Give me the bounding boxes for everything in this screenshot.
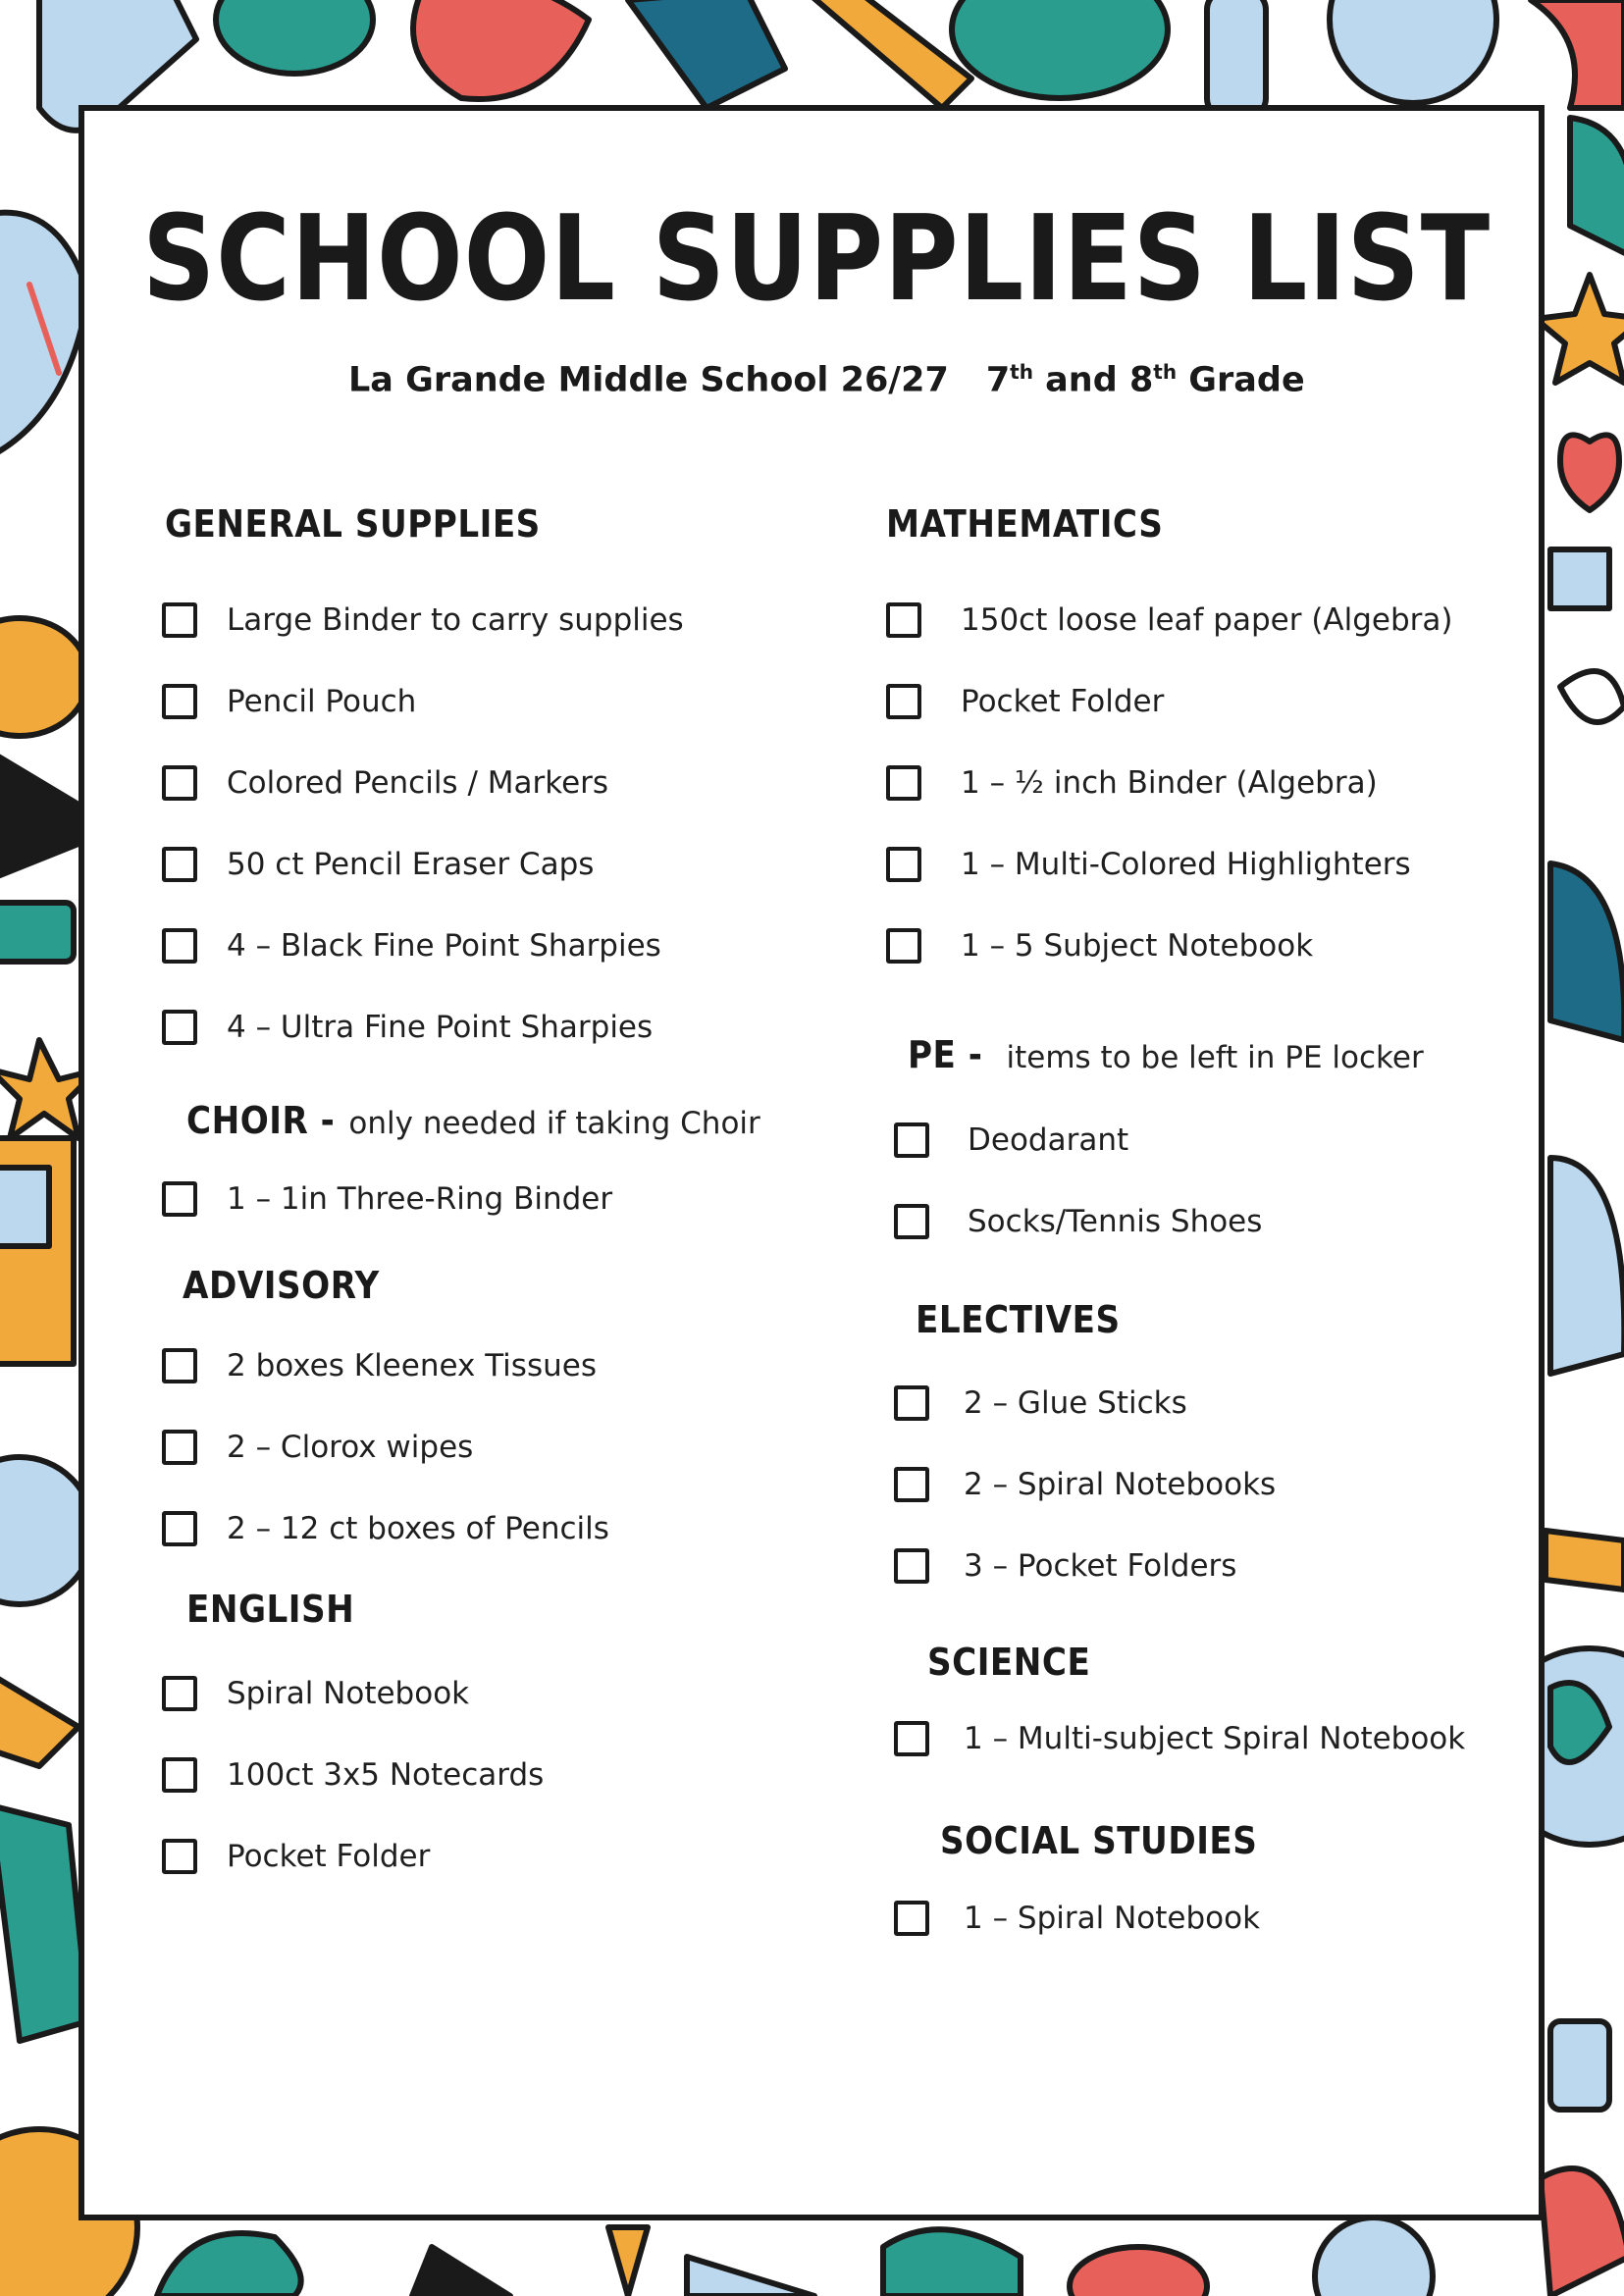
checkbox[interactable] — [162, 684, 197, 719]
page-subtitle — [348, 360, 1305, 400]
item-label: Pocket Folder — [227, 1839, 431, 1874]
checkbox[interactable] — [162, 1676, 197, 1711]
grade-middle: and 8 — [1032, 360, 1154, 400]
checkbox[interactable] — [162, 847, 197, 882]
checkbox[interactable] — [894, 1467, 929, 1502]
checkbox[interactable] — [894, 1548, 929, 1584]
item-label: Deodarant — [968, 1122, 1129, 1158]
section-heading-mathematics: MATHEMATICS — [886, 502, 1164, 546]
item-label: 4 – Black Fine Point Sharpies — [227, 928, 661, 964]
grade-ordinal-1: th — [1010, 360, 1033, 384]
item-label: 2 – 12 ct boxes of Pencils — [227, 1511, 609, 1546]
checkbox[interactable] — [162, 928, 197, 964]
checklist-item[interactable] — [162, 1676, 469, 1711]
item-label: 2 – Glue Sticks — [964, 1385, 1187, 1421]
checklist-item[interactable] — [162, 765, 608, 801]
section-heading-social-studies: SOCIAL STUDIES — [940, 1819, 1258, 1862]
checklist-item[interactable] — [894, 1548, 1236, 1584]
checkbox[interactable] — [894, 1122, 929, 1158]
item-label: 150ct loose leaf paper (Algebra) — [961, 602, 1453, 638]
checklist-item[interactable] — [162, 1181, 612, 1217]
checkbox[interactable] — [886, 684, 921, 719]
grade-suffix: Grade — [1177, 360, 1305, 400]
section-heading-pe — [908, 1033, 1424, 1076]
checklist-item[interactable] — [894, 1122, 1128, 1158]
checkbox[interactable] — [162, 1430, 197, 1465]
page-title: SCHOOL SUPPLIES LIST — [142, 191, 1491, 328]
pe-heading-text: PE - — [908, 1033, 983, 1076]
item-label: Pencil Pouch — [227, 684, 417, 719]
item-label: Large Binder to carry supplies — [227, 602, 684, 638]
supplies-sheet — [79, 105, 1545, 2220]
school-name: La Grande Middle School 26/27 — [348, 360, 949, 400]
checkbox[interactable] — [886, 847, 921, 882]
item-label: 50 ct Pencil Eraser Caps — [227, 847, 595, 882]
checkbox[interactable] — [886, 765, 921, 801]
item-label: 1 – 5 Subject Notebook — [961, 928, 1314, 964]
item-label: 2 boxes Kleenex Tissues — [227, 1348, 597, 1383]
checkbox[interactable] — [162, 1010, 197, 1045]
grade-prefix: 7 — [985, 360, 1011, 400]
checklist-item[interactable] — [162, 847, 594, 882]
checkbox[interactable] — [162, 1181, 197, 1217]
section-heading-advisory: ADVISORY — [183, 1264, 380, 1307]
checkbox[interactable] — [894, 1721, 929, 1756]
choir-note: only needed if taking Choir — [348, 1106, 760, 1141]
checklist-item[interactable] — [162, 928, 661, 964]
choir-heading-text: CHOIR - — [186, 1099, 336, 1142]
checkbox[interactable] — [894, 1385, 929, 1421]
section-heading-science: SCIENCE — [927, 1641, 1091, 1684]
item-label: 1 – Multi-subject Spiral Notebook — [964, 1721, 1466, 1756]
checklist-item[interactable] — [162, 1839, 430, 1874]
checkbox[interactable] — [162, 1839, 197, 1874]
item-label: 1 – Spiral Notebook — [964, 1901, 1261, 1936]
checklist-item[interactable] — [162, 1430, 473, 1465]
checkbox[interactable] — [894, 1901, 929, 1936]
checklist-item[interactable] — [162, 1757, 544, 1793]
item-label: 100ct 3x5 Notecards — [227, 1757, 545, 1793]
grade-ordinal-2: th — [1153, 360, 1178, 384]
checklist-item[interactable] — [162, 1348, 597, 1383]
checklist-item[interactable] — [162, 602, 684, 638]
checkbox[interactable] — [886, 602, 921, 638]
checklist-item[interactable] — [894, 1204, 1262, 1239]
checkbox[interactable] — [894, 1204, 929, 1239]
checklist-item[interactable] — [162, 684, 416, 719]
item-label: 1 – Multi-Colored Highlighters — [961, 847, 1411, 882]
item-label: 4 – Ultra Fine Point Sharpies — [227, 1010, 654, 1045]
section-heading-choir — [186, 1099, 760, 1142]
checklist-item[interactable] — [162, 1010, 653, 1045]
checklist-item[interactable] — [894, 1467, 1276, 1502]
item-label: Spiral Notebook — [227, 1676, 470, 1711]
section-heading-general-supplies: GENERAL SUPPLIES — [165, 502, 541, 546]
checklist-item[interactable] — [894, 1901, 1260, 1936]
item-label: 1 – ½ inch Binder (Algebra) — [961, 765, 1378, 801]
checklist-item[interactable] — [886, 847, 1411, 882]
checkbox[interactable] — [162, 1348, 197, 1383]
pe-note: items to be left in PE locker — [1006, 1040, 1424, 1075]
checkbox[interactable] — [162, 765, 197, 801]
section-heading-electives: ELECTIVES — [916, 1298, 1121, 1341]
item-label: 3 – Pocket Folders — [964, 1548, 1237, 1584]
checklist-item[interactable] — [886, 684, 1164, 719]
checkbox[interactable] — [886, 928, 921, 964]
checkbox[interactable] — [162, 1757, 197, 1793]
item-label: 1 – 1in Three-Ring Binder — [227, 1181, 613, 1217]
item-label: 2 – Clorox wipes — [227, 1430, 474, 1465]
checklist-item[interactable] — [162, 1511, 609, 1546]
checklist-item[interactable] — [886, 928, 1313, 964]
checklist-item[interactable] — [886, 765, 1378, 801]
checklist-item[interactable] — [894, 1385, 1187, 1421]
item-label: Pocket Folder — [961, 684, 1165, 719]
checklist-item[interactable] — [894, 1721, 1465, 1756]
item-label: 2 – Spiral Notebooks — [964, 1467, 1277, 1502]
checkbox[interactable] — [162, 602, 197, 638]
item-label: Colored Pencils / Markers — [227, 765, 609, 801]
item-label: Socks/Tennis Shoes — [968, 1204, 1263, 1239]
section-heading-english: ENGLISH — [186, 1588, 355, 1631]
checkbox[interactable] — [162, 1511, 197, 1546]
checklist-item[interactable] — [886, 602, 1453, 638]
